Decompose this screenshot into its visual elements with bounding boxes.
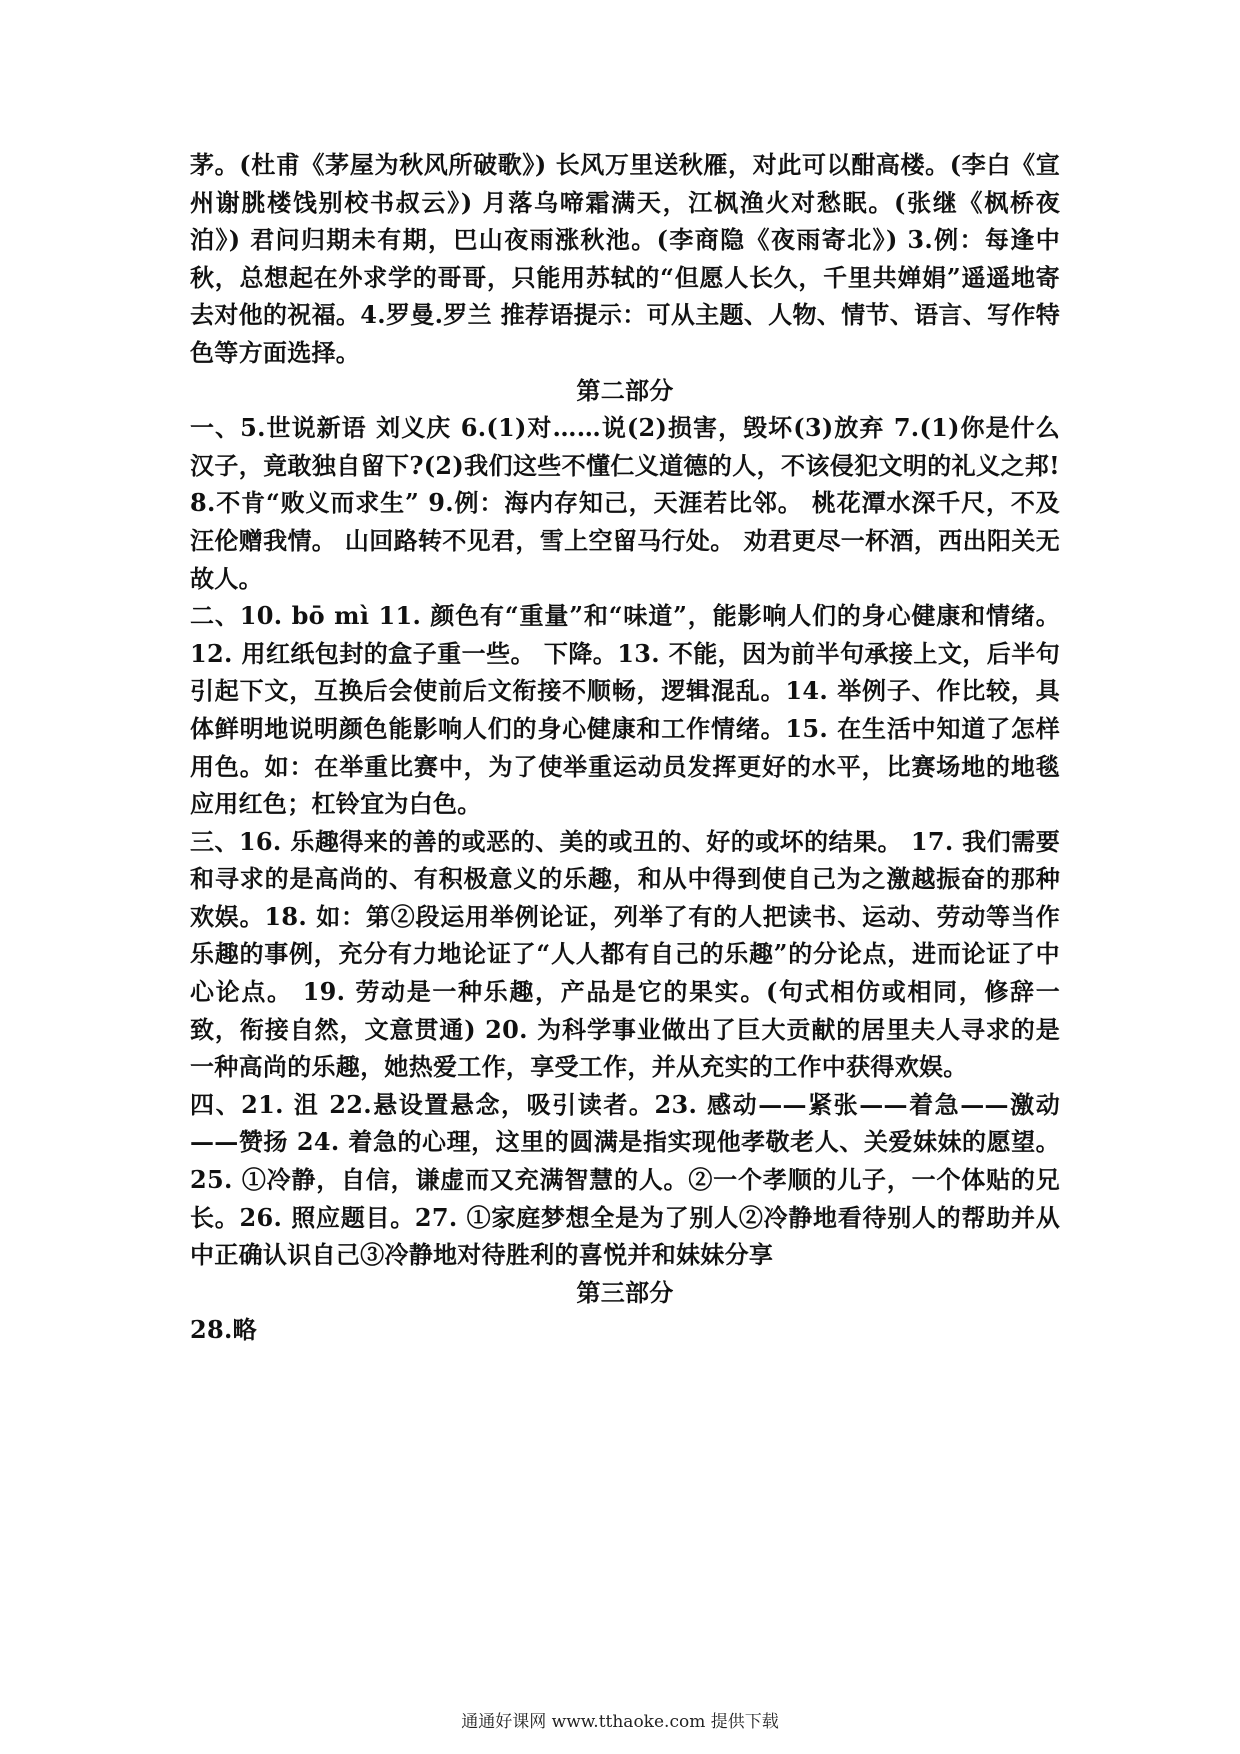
part-three-heading: 第三部分 — [576, 1277, 674, 1307]
part-two-section-3: 三、16. 乐趣得来的善的或恶的、美的或丑的、好的或坏的结果。 17. 我们需要和寻求的是高尚的、有积极意义的乐趣，和从中得到使自己为之激越振奋的那种欢娱。18. 如：第②段运用举例论证，列举了有的人把读书、运动、劳动等当作乐趣的事例，充分有力地论证了“人人都有自己的乐趣”的分论点，进而论证了中心论点。 19. 劳动是一种乐趣，产品是它的果实。(句式相仿或相同，修辞一致，衔接自然，文意贯通) 20. 为科学事业做出了巨大贡献的居里夫人寻求的是一种高尚的乐趣，她热爱工作，享受工作，并从充实的工作中获得欢娱。 — [190, 826, 1060, 1082]
page-footer: 通通好课网 www.tthaoke.com 提供下载 — [461, 1712, 779, 1732]
part-two-heading: 第二部分 — [576, 375, 674, 405]
part-one-answers: 茅。(杜甫《茅屋为秋风所破歌》) 长风万里送秋雁，对此可以酣高楼。(李白《宣州谢朓楼饯别校书叔云》) 月落乌啼霜满天，江枫渔火对愁眠。(张继《枫桥夜泊》) 君问归期未有期，巴山夜雨涨秋池。(李商隐《夜雨寄北》) 3.例：每逢中秋，总想起在外求学的哥哥，只能用苏轼的“但愿人长久，千里共婵娟”遥遥地寄去对他的祝福。4.罗曼.罗兰 推荐语提示：可从主题、人物、情节、语言、写作特色等方面选择。 — [190, 150, 1060, 367]
part-two-section-1: 一、5.世说新语 刘义庆 6.(1)对……说(2)损害，毁坏(3)放弃 7.(1)你是什么汉子，竟敢独自留下?(2)我们这些不懂仁义道德的人，不该侵犯文明的礼义之邦! 8.不肯“败义而求生” 9.例：海内存知己，天涯若比邻。 桃花潭水深千尺，不及汪伦赠我情。 山回路转不见君，雪上空留马行处。 劝君更尽一杯酒，西出阳关无故人。 — [190, 413, 1060, 593]
part-two-section-2: 二、10. bō mì 11. 颜色有“重量”和“味道”，能影响人们的身心健康和情绪。12. 用红纸包封的盒子重一些。 下降。13. 不能，因为前半句承接上文，后半句引起下文，互换后会使前后文衔接不顺畅，逻辑混乱。14. 举例子、作比较，具体鲜明地说明颜色能影响人们的身心健康和工作情绪。15. 在生活中知道了怎样用色。如：在举重比赛中，为了使举重运动员发挥更好的水平，比赛场地的地毯应用红色；杠铃宜为白色。 — [190, 601, 1060, 819]
part-three-answer: 28.略 — [190, 1315, 257, 1345]
answer-content — [190, 146, 1060, 1349]
part-two-section-4: 四、21. 沮 22.悬设置悬念，吸引读者。23. 感动——紧张——着急——激动——赞扬 24. 着急的心理，这里的圆满是指实现他孝敬老人、关爱妹妹的愿望。25. ①冷静，自信，谦虚而又充满智慧的人。②一个孝顺的儿子，一个体贴的兄长。26. 照应题目。27. ①家庭梦想全是为了别人②冷静地看待别人的帮助并从中正确认识自己③冷静地对待胜利的喜悦并和妹妹分享 — [190, 1089, 1060, 1270]
